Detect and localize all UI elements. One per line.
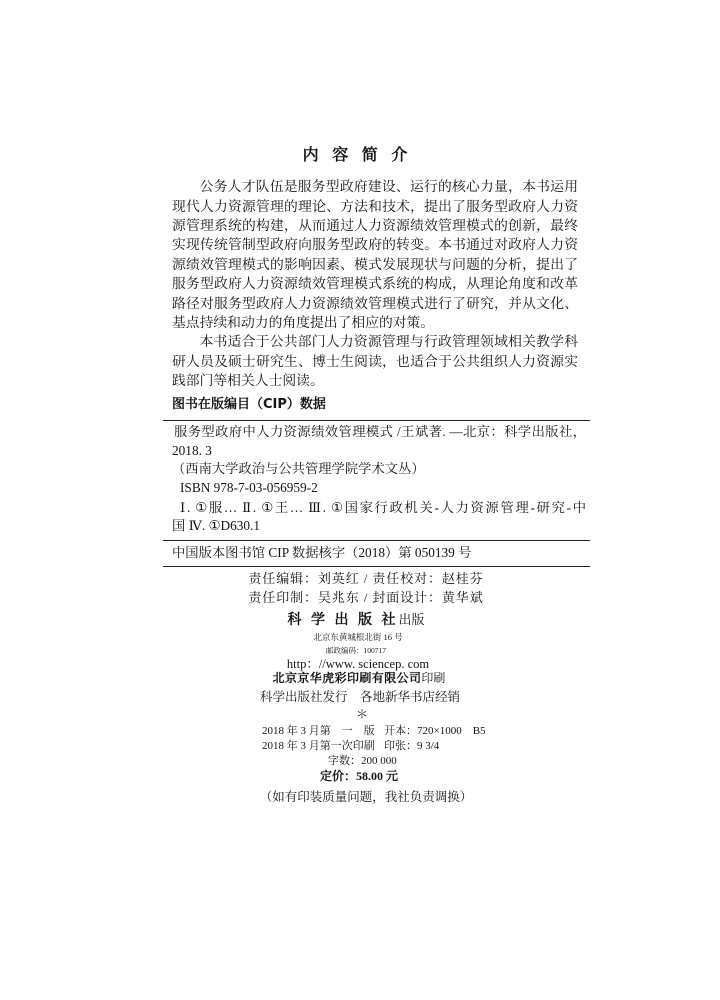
publisher-address: 北京东黄城根北街 16 号: [313, 632, 403, 642]
cip-series-line: （西南大学政治与公共管理学院学术文丛）: [172, 461, 425, 476]
cip-middle-rule: [163, 540, 590, 541]
cip-classification-line: Ⅰ. ①服… Ⅱ. ①王… Ⅲ. ①国家行政机关-人力资源管理-研究-中: [180, 500, 586, 515]
publisher-suffix: 出版: [398, 612, 425, 627]
quality-notice: （如有印装质量问题，我社负责调换）: [259, 790, 473, 804]
printer-line: [159, 670, 559, 686]
summary-line: 公务人才队伍是服务型政府建设、运行的核心力量，本书运用: [199, 179, 578, 195]
summary-text: [172, 177, 578, 390]
cip-title-line: 服务型政府中人力资源绩效管理模式 /王斌著. —北京：科学出版社，: [174, 424, 586, 439]
summary-line: 路径对服务型政府人力资源绩效管理模式进行了研究，并从文化、: [172, 295, 578, 311]
summary-line: 服务型政府人力资源绩效管理模式系统的构成，从理论角度和改革: [172, 276, 578, 292]
cip-bottom-rule: [163, 566, 590, 567]
price: 定价：58.00 元: [320, 769, 399, 783]
printing-info: 2018 年 3 月第一次印刷: [262, 740, 375, 752]
cip-heading: 图书在版编目（CIP）数据: [172, 397, 326, 412]
production-credit: 责任印制：吴兆东 / 封面设计：黄华斌: [248, 590, 484, 605]
cip-date-line: 2018. 3: [172, 442, 212, 458]
summary-line: 基点持续和动力的角度提出了相应的对策。: [172, 315, 435, 331]
cip-classification-line: 国 Ⅳ. ①D630.1: [172, 518, 260, 533]
distribution-line: 科学出版社发行 各地新华书店经销: [259, 690, 460, 704]
publisher-logo-text: 科 学 出 版 社: [287, 613, 399, 628]
publisher-line: [156, 611, 556, 630]
editor-credit: 责任编辑：刘英红 / 责任校对：赵桂芬: [248, 571, 484, 586]
summary-line: 源绩效管理模式的影响因素、模式发展现状与问题的分析，提出了: [172, 256, 578, 272]
printer-suffix: 印刷: [421, 671, 446, 685]
printer-name: 北京京华虎彩印刷有限公司: [272, 671, 422, 685]
summary-title: 内 容 简 介: [302, 145, 412, 164]
publisher-postcode: 邮政编码：100717: [326, 646, 386, 655]
word-count: 字数：200 000: [328, 755, 397, 767]
format-info: 开本：720×1000 B5: [384, 725, 486, 737]
cip-record-number: 中国版本图书馆 CIP 数据核字（2018）第 050139 号: [172, 545, 472, 560]
edition-info: 2018 年 3 月第 一 版: [262, 725, 375, 737]
separator-asterisk: ＊: [355, 707, 368, 721]
summary-line: 践部门等相关人士阅读。: [172, 373, 324, 389]
summary-line: 研人员及硕士研究生、博士生阅读，也适合于公共组织人力资源实: [172, 353, 578, 369]
cip-top-rule: [163, 420, 590, 421]
publisher-website: http：//www. sciencep. com: [286, 657, 430, 671]
summary-line: 本书适合于公共部门人力资源管理与行政管理领域相关教学科: [199, 334, 578, 350]
summary-line: 现代人力资源管理的理论、方法和技术，提出了服务型政府人力资: [172, 198, 578, 214]
cip-isbn-line: ISBN 978-7-03-056959-2: [180, 479, 318, 495]
summary-line: 源管理系统的构建，从而通过人力资源绩效管理模式的创新，最终: [172, 218, 578, 234]
summary-line: 实现传统管制型政府向服务型政府的转变。本书通过对政府人力资: [172, 237, 578, 253]
sheets-info: 印张：9 3/4: [384, 740, 440, 752]
